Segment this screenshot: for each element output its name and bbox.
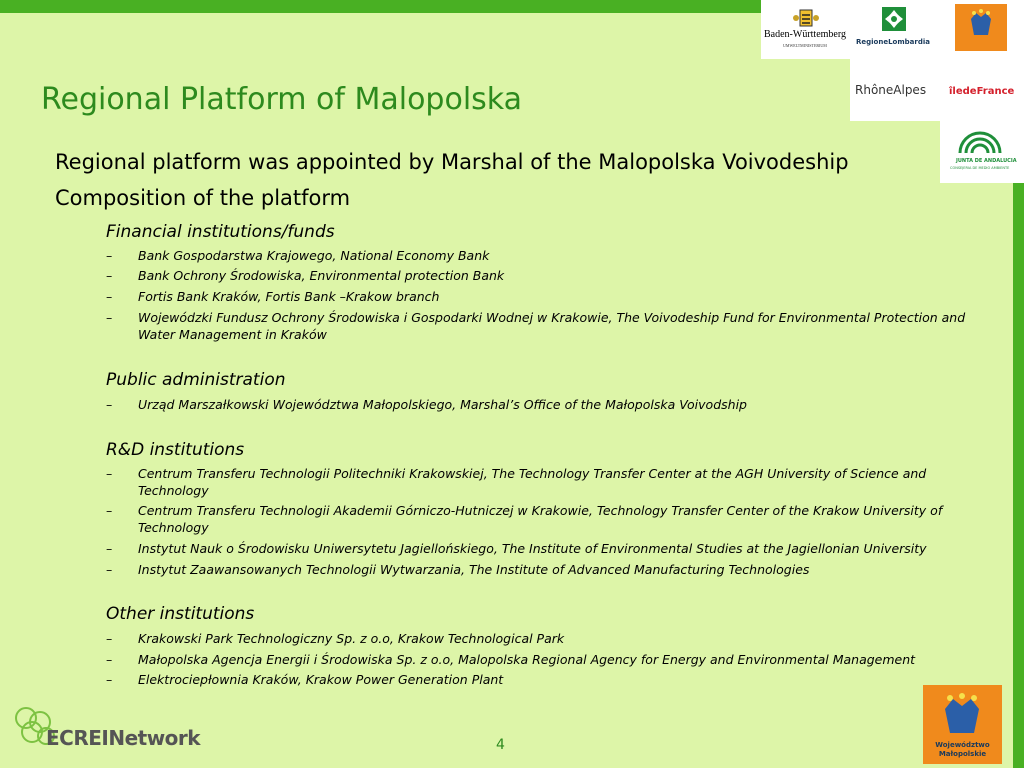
bullet-dash: – — [106, 268, 113, 283]
page-number: 4 — [496, 737, 505, 753]
public-administration-heading: Public administration — [106, 370, 286, 390]
list-item: – Instytut Nauk o Środowisku Uniwersytetu Jagiellońskiego, The Institute of Environmental Studies at the Jagiellonian University — [106, 541, 927, 556]
list-item: – Bank Gospodarstwa Krajowego, National Economy Bank — [106, 248, 490, 263]
bullet-dash: – — [106, 397, 113, 412]
appointment-statement: Regional platform was appointed by Marshal of the Malopolska Voivodeship — [55, 150, 849, 174]
ile-de-france-label: îledeFrance — [949, 86, 1015, 97]
list-item: – Fortis Bank Kraków, Fortis Bank –Krakow branch — [106, 289, 440, 304]
ecrei-network-logo — [12, 704, 222, 758]
list-item: – Krakowski Park Technologiczny Sp. z o.o, Krakow Technological Park — [106, 631, 565, 646]
bullet-dash: – — [106, 310, 113, 325]
andalucia-arch-icon — [956, 127, 1004, 155]
junta-de-andalucia-sublabel: CONSEJERIA DE MEDIO AMBIENTE — [950, 166, 1010, 170]
list-item: – Elektrociepłownia Kraków, Krakow Power Generation Plant — [106, 672, 504, 687]
list-item: – Małopolska Agencja Energii i Środowiska Sp. z o.o, Malopolska Regional Agency for Energy and Environmental Management — [106, 652, 916, 667]
bullet-dash: – — [106, 562, 113, 577]
junta-de-andalucia-logo — [940, 121, 1024, 183]
bullet-dash: – — [106, 289, 113, 304]
malopolska-badge-top — [955, 4, 1007, 51]
list-item: – Instytut Zaawansowanych Technologii Wytwarzania, The Institute of Advanced Manufacturing Technologies — [106, 562, 810, 577]
other-institutions-heading: Other institutions — [106, 604, 255, 624]
composition-heading: Composition of the platform — [55, 186, 351, 210]
baden-wurttemberg-label: Baden-Württemberg — [764, 29, 847, 40]
list-item: – Bank Ochrony Środowiska, Environmental protection Bank — [106, 268, 505, 283]
list-item: – Centrum Transferu Technologii Politechniki Krakowskiej, The Technology Transfer Center at the AGH University of Science and Technology — [106, 466, 927, 498]
rd-institutions-heading: R&D institutions — [106, 440, 245, 460]
list-item: – Urząd Marszałkowski Województwa Małopolskiego, Marshal’s Office of the Małopolska Voivodship — [106, 397, 747, 412]
list-item: – Wojewódzki Fundusz Ochrony Środowiska i Gospodarki Wodnej w Krakowie, The Voivodeship Fund for Environmental Protection and Water Management in Kraków — [106, 310, 966, 342]
junta-de-andalucia-label: JUNTA DE ANDALUCIA — [956, 158, 1017, 164]
malopolska-crown-icon — [968, 9, 994, 37]
malopolska-crown-icon — [941, 693, 983, 737]
bullet-dash: – — [106, 652, 113, 667]
bullet-dash: – — [106, 631, 113, 646]
ecrei-network-label: ECREINetwork — [46, 726, 201, 750]
regione-lombardia-logo — [850, 0, 945, 59]
right-accent-bar — [1013, 182, 1024, 768]
coat-of-arms-icon — [793, 6, 819, 28]
financial-institutions-heading: Financial institutions/funds — [106, 222, 335, 242]
bullet-dash: – — [106, 248, 113, 263]
malopolska-label: Województwo Małopolskie — [935, 741, 990, 758]
regione-lombardia-label: RegioneLombardia — [856, 38, 930, 46]
malopolska-logo-bottom — [923, 685, 1002, 764]
baden-wurttemberg-logo — [761, 0, 850, 59]
rhone-alpes-logo — [850, 59, 945, 121]
bullet-dash: – — [106, 503, 113, 518]
list-item: – Centrum Transferu Technologii Akademii Górniczo-Hutniczej w Krakowie, Technology Transfer Center of the Krakow University of Technology — [106, 503, 943, 535]
ile-de-france-logo — [945, 59, 1024, 121]
bullet-dash: – — [106, 466, 113, 481]
baden-wurttemberg-sublabel: UMWELTMINISTERIUM — [783, 43, 827, 48]
bullet-dash: – — [106, 541, 113, 556]
bullet-dash: – — [106, 672, 113, 687]
rhone-alpes-label: RhôneAlpes — [855, 83, 927, 97]
slide-title: Regional Platform of Malopolska — [41, 82, 523, 117]
top-accent-bar — [0, 0, 762, 13]
lombardia-rose-icon — [882, 7, 906, 31]
